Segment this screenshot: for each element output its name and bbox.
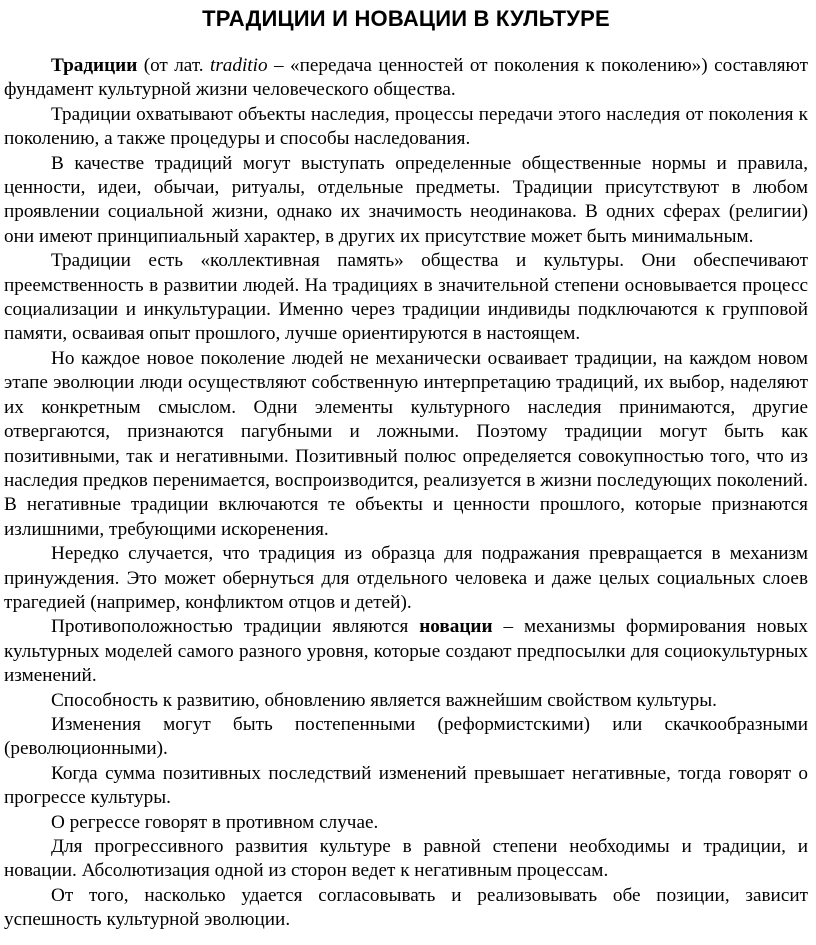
text-fragment: (от лат. bbox=[137, 55, 210, 76]
text-fragment: – механизмы формирования новых культурных моделей самого разного уровня, которые создают предпосылки для социокультурных изменений. bbox=[4, 616, 808, 687]
document-title: ТРАДИЦИИ И НОВАЦИИ В КУЛЬТУРЕ bbox=[202, 6, 610, 31]
paragraph-10: Когда сумма позитивных последствий изменений превышает негативные, тогда говорят о прогрессе культуры. bbox=[4, 762, 808, 809]
paragraph-8: Способность к развитию, обновлению является важнейшим свойством культуры. bbox=[51, 689, 717, 711]
paragraph-3: В качестве традиций могут выступать определенные общественные нормы и правила, ценности, идеи, обычаи, ритуалы, отдельные предметы. Традиции присутствуют в любом проявлении социальной жизни, однако их значимость неодинакова. В одних сферах (религии) они имеют принципиальный характер, в других их присутствие может быть минимальным. bbox=[4, 152, 808, 247]
paragraph-5: Но каждое новое поколение людей не механически осваивает традиции, на каждом новом этапе эволюции люди осуществляют собственную интерпретацию традиций, их выбор, наделяют их конкретным смыслом. Одни элементы культурного наследия принимаются, другие отвергаются, признаются пагубными и ложными. Поэтому традиции могут быть как позитивными, так и негативными. Позитивный полюс определяется совокупностью того, что из наследия предков перенимается, воспроизводится, реализуется в жизни последующих поколений. В негативные традиции включаются те объекты и ценности прошлого, которые признаются излишними, требующими искоренения. bbox=[4, 347, 808, 540]
paragraph-11: О регрессе говорят в противном случае. bbox=[51, 811, 379, 833]
term-traditions: Традиции bbox=[51, 55, 138, 76]
paragraph-traditions-definition bbox=[4, 54, 808, 103]
text-fragment: – «передача ценностей от поколения к поколению») составляют фундамент культурной жизни человеческого общества. bbox=[4, 55, 808, 101]
paragraph-9: Изменения могут быть постепенными (реформистскими) или скачкообразными (революционными). bbox=[4, 713, 808, 760]
term-innovations: новации bbox=[419, 616, 493, 638]
paragraph-4: Традиции есть «коллективная память» общества и культуры. Они обеспечивают преемственность в развитии людей. На традициях в значительной степени основывается процесс социализации и инкультурации. Именно через традиции индивиды подключаются к групповой памяти, осваивая опыт прошлого, лучше ориентируются в настоящем. bbox=[4, 250, 808, 345]
paragraph-12: Для прогрессивного развития культуре в равной степени необходимы и традиции, и новации. Абсолютизация одной из сторон ведет к негативным процессам. bbox=[4, 836, 808, 882]
text-fragment: Противоположностью традиции являются bbox=[51, 616, 420, 638]
paragraph-6: Нередко случается, что традиция из образца для подражания превращается в механизм принуждения. Это может обернуться для отдельного человека и даже целых социальных слоев трагедией (например, конфликтом отцов и детей). bbox=[4, 543, 808, 613]
paragraph-13: От того, насколько удается согласовывать и реализовывать обе позиции, зависит успешность культурной эволюции. bbox=[4, 884, 808, 931]
paragraph-innovations-definition bbox=[4, 615, 808, 688]
latin-word: traditio bbox=[209, 55, 268, 76]
paragraph-2: Традиции охватывают объекты наследия, процессы передачи этого наследия от поколения к поколению, а также процедуры и способы наследования. bbox=[4, 103, 808, 150]
